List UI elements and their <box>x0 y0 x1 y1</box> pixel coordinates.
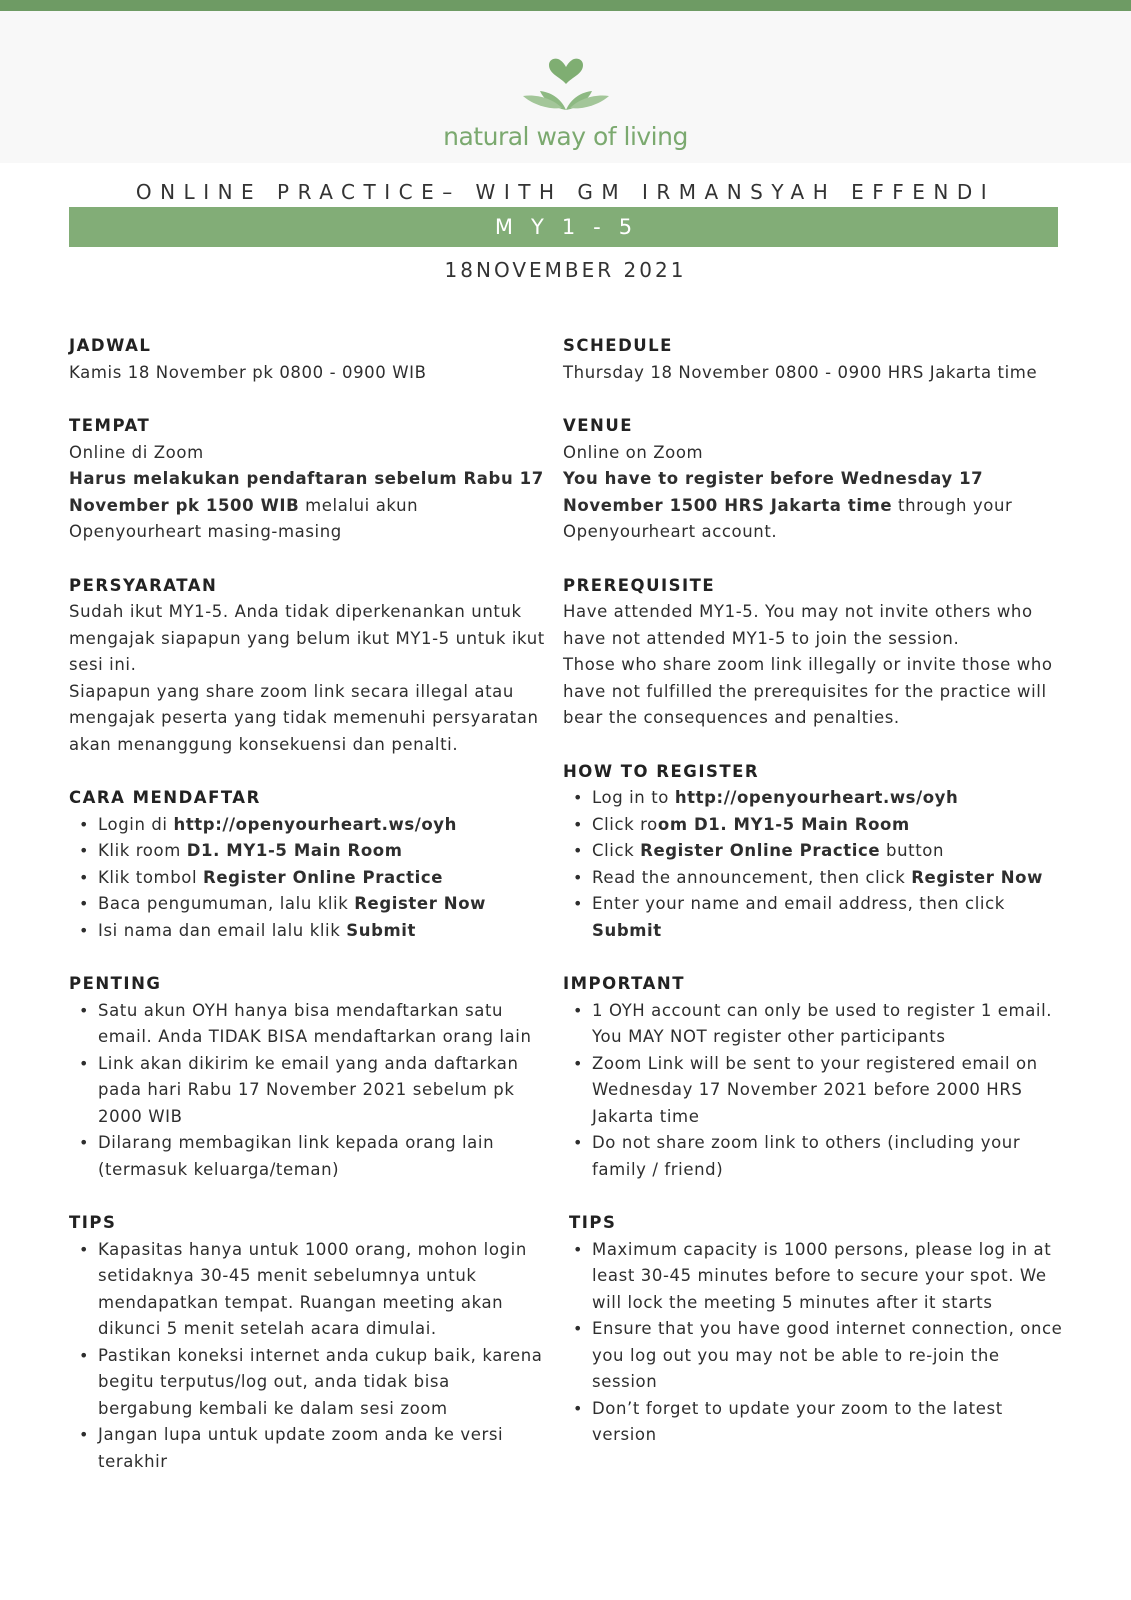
important-list <box>563 998 1068 1184</box>
section-heading: IMPORTANT <box>563 974 685 993</box>
logo-text: natural way of living <box>443 122 688 151</box>
list-item: • Login di http://openyourheart.ws/oyh <box>69 812 549 839</box>
section-heading: PENTING <box>69 974 162 993</box>
column-english <box>563 333 1068 1449</box>
register-link: http://openyourheart.ws/oyh <box>173 814 458 834</box>
section-heading: PREREQUISITE <box>563 575 716 595</box>
list-item: • Enter your name and email address, then click Submit <box>563 891 1068 944</box>
penalty-text: Siapapun yang share zoom link secara illegal atau mengajak peserta yang tidak memenuhi persyaratan akan menanggung konsekuensi dan penalti. <box>69 681 539 754</box>
list-item: • Log in to http://openyourheart.ws/oyh <box>563 785 1068 812</box>
session-code: MY1-5 <box>494 215 651 239</box>
list-item: • Klik tombol Register Online Practice <box>69 865 549 892</box>
practice-title: ONLINE PRACTICE– WITH GM IRMANSYAH EFFENDI <box>135 180 996 204</box>
schedule-text: Kamis 18 November pk 0800 - 0900 WIB <box>69 362 427 382</box>
list-item: • Isi nama dan email lalu klik Submit <box>69 918 549 945</box>
list-item: • Do not share zoom link to others (including your family / friend) <box>563 1130 1068 1183</box>
prerequisite-text: Sudah ikut MY1-5. Anda tidak diperkenankan untuk mengajak siapapun yang belum ikut MY1-5 untuk ikut sesi ini. <box>69 602 545 674</box>
top-accent-bar <box>0 0 1131 11</box>
list-item: • Click room D1. MY1-5 Main Room <box>563 812 1068 839</box>
tips-list <box>563 1237 1068 1449</box>
list-item: • Zoom Link will be sent to your registered email on Wednesday 17 November 2021 before 2000 HRS Jakarta time <box>563 1051 1068 1131</box>
section-heading: PERSYARATAN <box>69 575 218 595</box>
brand-logo <box>0 58 1131 151</box>
section-heading: SCHEDULE <box>563 336 673 355</box>
column-indonesian <box>69 333 549 1475</box>
penalty-text: Those who share zoom link illegally or invite those who have not fulfilled the prerequisites for the practice will bear the consequences and penalties. <box>563 655 1053 727</box>
list-item: • Baca pengumuman, lalu klik Register Now <box>69 891 549 918</box>
venue-text: Online di Zoom <box>69 442 204 462</box>
register-steps-list <box>563 785 1068 944</box>
section-heading: VENUE <box>563 416 634 435</box>
register-steps-list <box>69 812 549 945</box>
tips-list <box>69 1237 549 1476</box>
registration-deadline: You have to register before Wednesday 17 November 1500 HRS Jakarta time through your Openyourheart account. <box>563 469 1013 541</box>
registration-deadline: Harus melakukan pendaftaran sebelum Rabu 17 November pk 1500 WIB melalui akun Openyourheart masing-masing <box>69 469 544 541</box>
list-item: • Link akan dikirim ke email yang anda daftarkan pada hari Rabu 17 November 2021 sebelum pk 2000 WIB <box>69 1051 549 1131</box>
session-banner <box>69 207 1058 247</box>
list-item: • Don’t forget to update your zoom to the latest version <box>563 1396 1068 1449</box>
event-date: 18NOVEMBER 2021 <box>444 258 687 282</box>
section-heading: JADWAL <box>69 336 152 355</box>
important-list <box>69 998 549 1184</box>
section-heading: HOW TO REGISTER <box>563 761 760 781</box>
prerequisite-text: Have attended MY1-5. You may not invite others who have not attended MY1-5 to join the session. <box>563 602 1033 648</box>
section-heading: TIPS <box>69 1213 117 1232</box>
list-item: • Klik room D1. MY1-5 Main Room <box>69 838 549 865</box>
list-item: • Click Register Online Practice button <box>563 838 1068 865</box>
register-link: http://openyourheart.ws/oyh <box>674 788 959 807</box>
venue-text: Online on Zoom <box>563 442 704 462</box>
section-heading: TEMPAT <box>69 416 151 435</box>
schedule-text: Thursday 18 November 0800 - 0900 HRS Jakarta time <box>563 362 1038 382</box>
list-item: • Pastikan koneksi internet anda cukup baik, karena begitu terputus/log out, anda tidak bisa bergabung kembali ke dalam sesi zoom <box>69 1343 549 1423</box>
list-item: • Read the announcement, then click Register Now <box>563 865 1068 892</box>
list-item: • Ensure that you have good internet connection, once you log out you may not be able to re-join the session <box>563 1316 1068 1396</box>
section-heading: CARA MENDAFTAR <box>69 788 261 807</box>
list-item: • Dilarang membagikan link kepada orang lain (termasuk keluarga/teman) <box>69 1130 549 1183</box>
list-item: • Jangan lupa untuk update zoom anda ke versi terakhir <box>69 1422 549 1475</box>
list-item: • Satu akun OYH hanya bisa mendaftarkan satu email. Anda TIDAK BISA mendaftarkan orang lain <box>69 998 549 1051</box>
list-item: • 1 OYH account can only be used to register 1 email. You MAY NOT register other participants <box>563 998 1068 1051</box>
list-item: • Kapasitas hanya untuk 1000 orang, mohon login setidaknya 30-45 menit sebelumnya untuk mendapatkan tempat. Ruangan meeting akan dikunci 5 menit setelah acara dimulai. <box>69 1237 549 1343</box>
list-item: • Maximum capacity is 1000 persons, please log in at least 30-45 minutes before to secure your spot. We will lock the meeting 5 minutes after it starts <box>563 1237 1068 1317</box>
section-heading: TIPS <box>569 1213 617 1232</box>
lotus-heart-icon <box>516 58 616 118</box>
